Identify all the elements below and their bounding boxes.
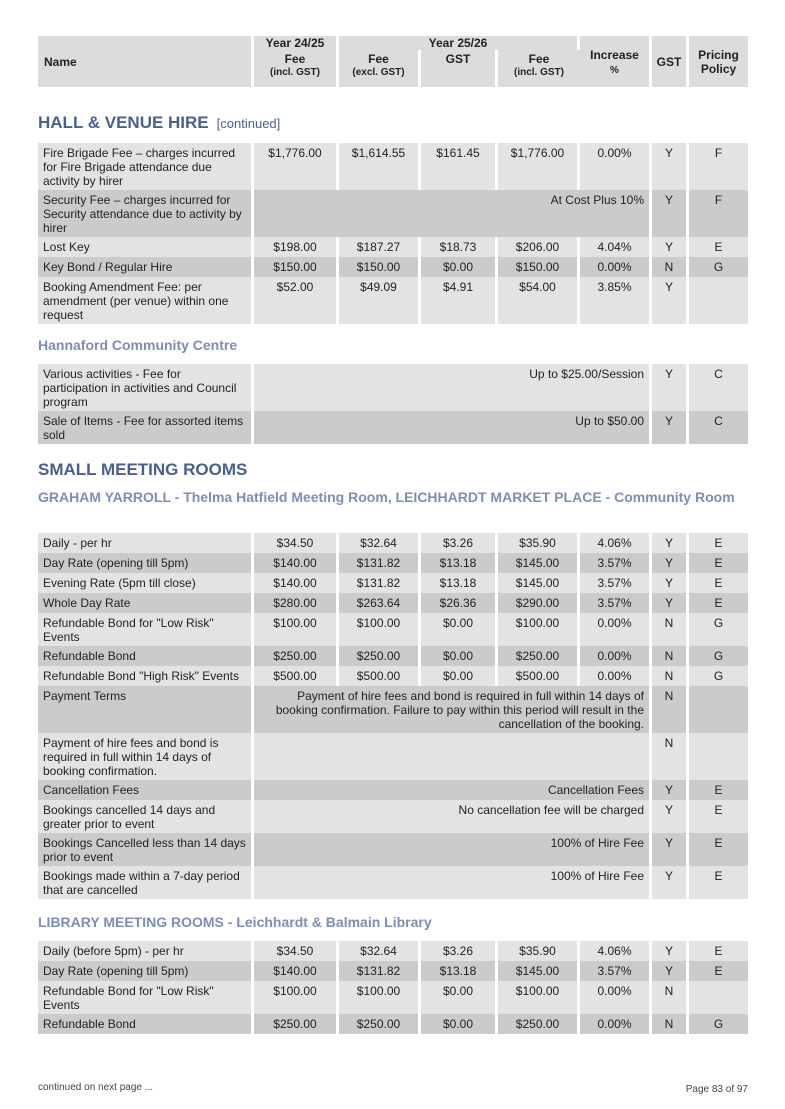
- table-row: [38, 800, 748, 833]
- row-name: Sale of Items - Fee for assorted items sold: [38, 411, 254, 444]
- gst-flag: Y: [652, 553, 689, 573]
- gst-2526: $0.00: [421, 666, 498, 686]
- subsection-title-library: LIBRARY MEETING ROOMS - Leichhardt & Balmain Library: [38, 914, 432, 930]
- fee-2526-incl: $100.00: [498, 981, 580, 1014]
- row-name: Daily (before 5pm) - per hr: [38, 941, 254, 961]
- gst-2526: $18.73: [421, 237, 498, 257]
- fee-2526-incl: $500.00: [498, 666, 580, 686]
- increase-percent: 0.00%: [580, 981, 652, 1014]
- fee-2425-incl: $140.00: [254, 961, 339, 981]
- gst-flag: Y: [652, 961, 689, 981]
- row-name: Various activities - Fee for participation in activities and Council program: [38, 364, 254, 411]
- gst-2526: $0.00: [421, 257, 498, 277]
- row-name: Payment Terms: [38, 686, 254, 733]
- table-row: [38, 364, 748, 411]
- gst-2526: $3.26: [421, 941, 498, 961]
- row-name: Refundable Bond "High Risk" Events: [38, 666, 254, 686]
- row-name: Refundable Bond for "Low Risk" Events: [38, 981, 254, 1014]
- fee-2526-incl: $290.00: [498, 593, 580, 613]
- header-year2: Year 25/26: [339, 36, 580, 50]
- increase-percent: 0.00%: [580, 1014, 652, 1034]
- table-row: [38, 733, 748, 780]
- table-row: [38, 686, 748, 733]
- gst-flag: N: [652, 686, 689, 733]
- table-row: [38, 237, 748, 257]
- row-fee-note: 100% of Hire Fee: [254, 833, 652, 866]
- gst-flag: Y: [652, 866, 689, 899]
- header-fee-2: Fee: [339, 50, 421, 67]
- gst-2526: $3.26: [421, 533, 498, 553]
- pricing-policy: E: [689, 553, 748, 573]
- table-row: [38, 143, 748, 190]
- row-name: Day Rate (opening till 5pm): [38, 961, 254, 981]
- fee-2425-incl: $140.00: [254, 553, 339, 573]
- fee-2425-incl: $280.00: [254, 593, 339, 613]
- gst-2526: $0.00: [421, 981, 498, 1014]
- table-row: [38, 277, 748, 324]
- increase-percent: 3.57%: [580, 593, 652, 613]
- fee-2425-incl: $250.00: [254, 646, 339, 666]
- pricing-policy: G: [689, 613, 748, 646]
- gst-flag: Y: [652, 237, 689, 257]
- header-year1: Year 24/25: [254, 36, 339, 50]
- pricing-policy: [689, 733, 748, 780]
- header-gst-2: GST: [421, 50, 498, 67]
- row-name: Cancellation Fees: [38, 780, 254, 800]
- pricing-policy: C: [689, 364, 748, 411]
- pricing-policy: E: [689, 866, 748, 899]
- fee-2526-excl: $263.64: [339, 593, 421, 613]
- subsection-title-hannaford: Hannaford Community Centre: [38, 337, 238, 353]
- fee-2526-excl: $250.00: [339, 646, 421, 666]
- row-name: Evening Rate (5pm till close): [38, 573, 254, 593]
- gst-2526: $0.00: [421, 646, 498, 666]
- fee-2526-incl: $250.00: [498, 646, 580, 666]
- header-fee-1: Fee: [254, 50, 339, 67]
- table-row: [38, 981, 748, 1014]
- table-row: [38, 593, 748, 613]
- fee-2425-incl: $250.00: [254, 1014, 339, 1034]
- pricing-policy: E: [689, 237, 748, 257]
- pricing-policy: G: [689, 257, 748, 277]
- header-name: Name: [38, 36, 254, 87]
- table-row: [38, 833, 748, 866]
- gst-flag: Y: [652, 190, 689, 237]
- fee-2526-incl: $145.00: [498, 553, 580, 573]
- pricing-policy: E: [689, 833, 748, 866]
- pricing-policy: F: [689, 190, 748, 237]
- increase-percent: 3.57%: [580, 553, 652, 573]
- fee-2526-excl: $1,614.55: [339, 143, 421, 190]
- gst-flag: N: [652, 666, 689, 686]
- fee-2526-excl: $131.82: [339, 553, 421, 573]
- fee-2425-incl: $140.00: [254, 573, 339, 593]
- header-pricing-policy: Pricing Policy: [689, 36, 748, 87]
- pricing-policy: G: [689, 646, 748, 666]
- increase-percent: 0.00%: [580, 143, 652, 190]
- gst-flag: N: [652, 1014, 689, 1034]
- row-fee-note: Cancellation Fees: [254, 780, 652, 800]
- table-row: [38, 961, 748, 981]
- fee-2526-excl: $32.64: [339, 533, 421, 553]
- fee-2425-incl: $500.00: [254, 666, 339, 686]
- pricing-policy: E: [689, 593, 748, 613]
- gst-2526: $161.45: [421, 143, 498, 190]
- gst-flag: Y: [652, 533, 689, 553]
- pricing-policy: E: [689, 533, 748, 553]
- row-name: Payment of hire fees and bond is required in full within 14 days of booking confirmation.: [38, 733, 254, 780]
- increase-percent: 3.85%: [580, 277, 652, 324]
- table-row: [38, 411, 748, 444]
- fee-2526-incl: $35.90: [498, 533, 580, 553]
- table-row: [38, 941, 748, 961]
- header-gst: GST: [652, 36, 689, 87]
- pricing-policy: E: [689, 961, 748, 981]
- fee-2526-incl: $250.00: [498, 1014, 580, 1034]
- table-row: [38, 533, 748, 553]
- fee-2526-excl: $500.00: [339, 666, 421, 686]
- graham-table: [38, 533, 748, 899]
- gst-flag: Y: [652, 800, 689, 833]
- increase-percent: 0.00%: [580, 613, 652, 646]
- fee-2526-incl: $206.00: [498, 237, 580, 257]
- row-name: Bookings made within a 7-day period that are cancelled: [38, 866, 254, 899]
- fee-2425-incl: $100.00: [254, 613, 339, 646]
- pricing-policy: [689, 981, 748, 1014]
- increase-percent: 0.00%: [580, 646, 652, 666]
- pricing-policy: [689, 277, 748, 324]
- row-fee-note: Up to $25.00/Session: [254, 364, 652, 411]
- row-name: Lost Key: [38, 237, 254, 257]
- fee-2526-incl: $150.00: [498, 257, 580, 277]
- table-row: [38, 866, 748, 899]
- header-increase: Increase %: [580, 36, 652, 87]
- increase-percent: 0.00%: [580, 257, 652, 277]
- fee-2526-excl: $100.00: [339, 613, 421, 646]
- pricing-policy: F: [689, 143, 748, 190]
- row-name: Whole Day Rate: [38, 593, 254, 613]
- row-name: Bookings Cancelled less than 14 days prior to event: [38, 833, 254, 866]
- pricing-policy: G: [689, 666, 748, 686]
- fee-2425-incl: $150.00: [254, 257, 339, 277]
- increase-percent: 3.57%: [580, 573, 652, 593]
- increase-percent: 4.04%: [580, 237, 652, 257]
- fee-2526-incl: $145.00: [498, 573, 580, 593]
- section-title-hall: HALL & VENUE HIRE [continued]: [38, 113, 281, 132]
- header-fee-3: Fee: [498, 50, 580, 67]
- row-name: Refundable Bond: [38, 1014, 254, 1034]
- gst-flag: Y: [652, 277, 689, 324]
- fee-2425-incl: $52.00: [254, 277, 339, 324]
- fee-2526-incl: $100.00: [498, 613, 580, 646]
- fee-2526-excl: $187.27: [339, 237, 421, 257]
- fee-2526-excl: $100.00: [339, 981, 421, 1014]
- row-fee-note: 100% of Hire Fee: [254, 866, 652, 899]
- gst-2526: $0.00: [421, 613, 498, 646]
- row-name: Fire Brigade Fee – charges incurred for Fire Brigade attendance due activity by hirer: [38, 143, 254, 190]
- increase-percent: 4.06%: [580, 941, 652, 961]
- gst-2526: $4.91: [421, 277, 498, 324]
- gst-flag: Y: [652, 364, 689, 411]
- pricing-policy: G: [689, 1014, 748, 1034]
- row-name: Bookings cancelled 14 days and greater prior to event: [38, 800, 254, 833]
- table-row: [38, 646, 748, 666]
- row-name: Day Rate (opening till 5pm): [38, 553, 254, 573]
- gst-flag: N: [652, 646, 689, 666]
- row-name: Booking Amendment Fee: per amendment (per venue) within one request: [38, 277, 254, 324]
- column-header-table: [38, 36, 748, 87]
- header-incl-gst-2: (incl. GST): [498, 67, 580, 87]
- gst-2526: $13.18: [421, 553, 498, 573]
- row-fee-note: No cancellation fee will be charged: [254, 800, 652, 833]
- pricing-policy: E: [689, 780, 748, 800]
- fee-2425-incl: $1,776.00: [254, 143, 339, 190]
- subsection-title-graham-yarroll: GRAHAM YARROLL - Thelma Hatfield Meeting Room, LEICHHARDT MARKET PLACE - Community Room: [38, 489, 735, 505]
- fee-2526-incl: $1,776.00: [498, 143, 580, 190]
- pricing-policy: E: [689, 941, 748, 961]
- section-title-small-meeting-rooms: SMALL MEETING ROOMS: [38, 460, 248, 479]
- hall-table: [38, 143, 748, 324]
- fee-2526-excl: $49.09: [339, 277, 421, 324]
- gst-flag: Y: [652, 411, 689, 444]
- row-name: Refundable Bond: [38, 646, 254, 666]
- row-fee-note: Up to $50.00: [254, 411, 652, 444]
- table-row: [38, 780, 748, 800]
- row-name: Daily - per hr: [38, 533, 254, 553]
- header-excl-gst: (excl. GST): [339, 67, 421, 87]
- gst-2526: $13.18: [421, 961, 498, 981]
- hannaford-table: [38, 364, 748, 444]
- pricing-policy: [689, 686, 748, 733]
- gst-flag: Y: [652, 143, 689, 190]
- increase-percent: 0.00%: [580, 666, 652, 686]
- library-table: [38, 941, 748, 1034]
- fee-2425-incl: $34.50: [254, 533, 339, 553]
- footer-continued: continued on next page ...: [38, 1082, 154, 1093]
- gst-flag: N: [652, 613, 689, 646]
- gst-flag: Y: [652, 780, 689, 800]
- gst-2526: $13.18: [421, 573, 498, 593]
- row-fee-note: At Cost Plus 10%: [254, 190, 652, 237]
- fee-2526-excl: $131.82: [339, 573, 421, 593]
- gst-flag: N: [652, 733, 689, 780]
- row-name: Key Bond / Regular Hire: [38, 257, 254, 277]
- fee-2425-incl: $100.00: [254, 981, 339, 1014]
- header-incl-gst-1: (incl. GST): [254, 67, 339, 87]
- fee-2425-incl: $198.00: [254, 237, 339, 257]
- gst-2526: $26.36: [421, 593, 498, 613]
- gst-flag: N: [652, 257, 689, 277]
- fee-2526-excl: $250.00: [339, 1014, 421, 1034]
- increase-percent: 3.57%: [580, 961, 652, 981]
- footer-page-number: Page 83 of 97: [685, 1084, 748, 1095]
- gst-flag: Y: [652, 573, 689, 593]
- pricing-policy: C: [689, 411, 748, 444]
- fee-2526-excl: $32.64: [339, 941, 421, 961]
- table-row: [38, 1014, 748, 1034]
- gst-flag: Y: [652, 941, 689, 961]
- row-fee-note: Payment of hire fees and bond is required in full within 14 days of booking confirmation. Failure to pay within this period will result in the cancellation of the booking.: [254, 686, 652, 733]
- table-row: [38, 666, 748, 686]
- increase-percent: 4.06%: [580, 533, 652, 553]
- table-row: [38, 573, 748, 593]
- fee-2425-incl: $34.50: [254, 941, 339, 961]
- table-row: [38, 553, 748, 573]
- gst-flag: N: [652, 981, 689, 1014]
- fee-2526-excl: $131.82: [339, 961, 421, 981]
- pricing-policy: E: [689, 800, 748, 833]
- table-row: [38, 613, 748, 646]
- row-fee-note: [254, 733, 652, 780]
- pricing-policy: E: [689, 573, 748, 593]
- row-name: Refundable Bond for "Low Risk" Events: [38, 613, 254, 646]
- row-name: Security Fee – charges incurred for Security attendance due to activity by hirer: [38, 190, 254, 237]
- table-row: [38, 190, 748, 237]
- fee-2526-excl: $150.00: [339, 257, 421, 277]
- fee-2526-incl: $145.00: [498, 961, 580, 981]
- gst-flag: Y: [652, 833, 689, 866]
- fee-2526-incl: $54.00: [498, 277, 580, 324]
- fee-2526-incl: $35.90: [498, 941, 580, 961]
- gst-2526: $0.00: [421, 1014, 498, 1034]
- gst-flag: Y: [652, 593, 689, 613]
- table-row: [38, 257, 748, 277]
